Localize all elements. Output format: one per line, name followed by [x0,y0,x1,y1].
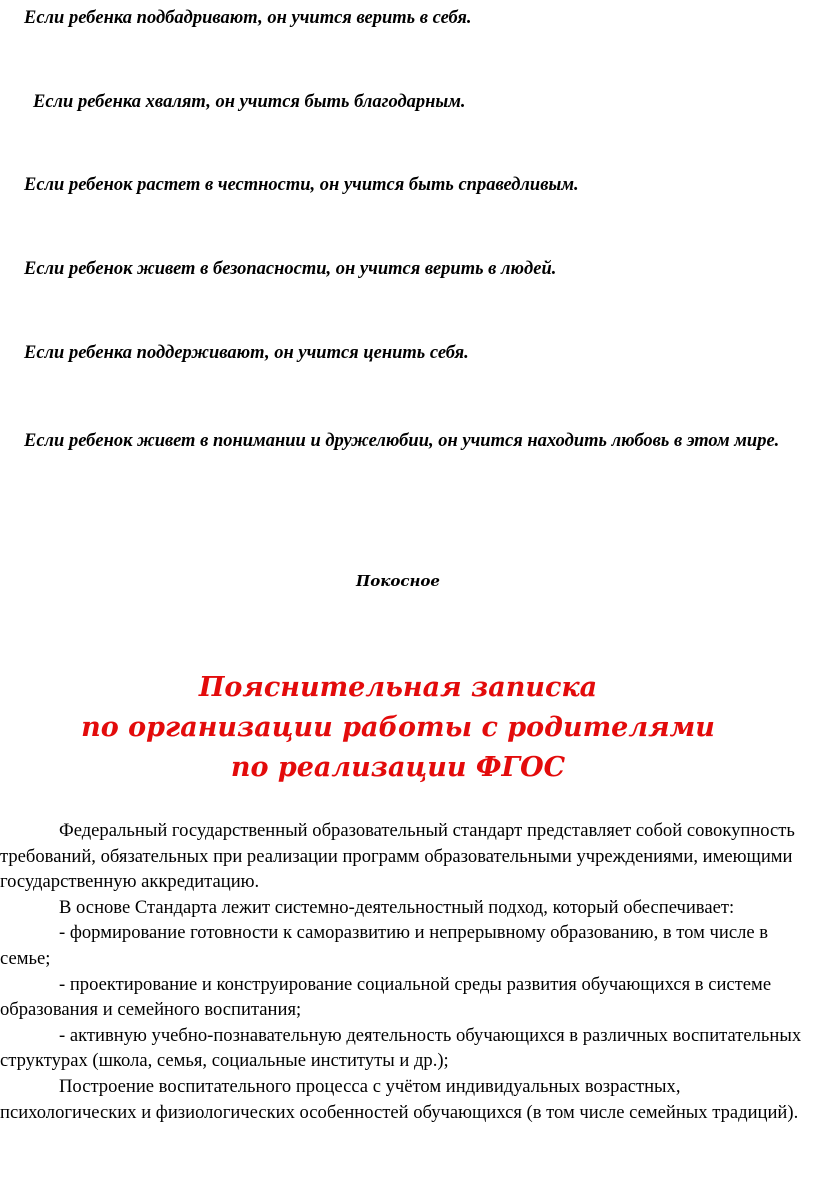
quote-understanding: Если ребенок живет в понимании и дружелюбии, он учится находить любовь в этом мире. [24,431,780,451]
paragraph-process: Построение воспитательного процесса с учётом индивидуальных возрастных, психологических и физиологических особенностей обучающихся (в том числе семейных традиций). [0,1075,799,1123]
paragraph-standard: Федеральный государственный образовательный стандарт представляет собой совокупность требований, обязательных при реализации программ образовательными учреждениями, имеющими государственную аккредитацию. [0,820,795,893]
paragraph-approach: В основе Стандарта лежит системно-деятельностный подход, который обеспечивает: [59,896,735,918]
list-item-design: - проектирование и конструирование социальной среды развития обучающихся в системе образования и семейного воспитания; [0,973,772,1021]
body-text [0,818,816,1125]
list-item-activity: - активную учебно-познавательную деятельность обучающихся в различных воспитательных структурах (школа, семья, социальные институты и др.); [0,1024,802,1072]
list-item-readiness: - формирование готовности к саморазвитию и непрерывному образованию, в том числе в семье; [0,922,769,969]
title-line-1: Пояснительная записка [198,672,598,703]
quote-safety: Если ребенок живет в безопасности, он учится верить в людей. [24,259,557,279]
title-line-3: по реализации ФГОС [230,752,566,783]
signature-place: Покосное [356,572,440,590]
page-title [0,668,796,788]
quote-supported: Если ребенка поддерживают, он учится ценить себя. [24,343,469,363]
quote-honesty: Если ребенок растет в честности, он учится быть справедливым. [24,175,579,195]
title-line-2: по организации работы с родителями [81,712,715,743]
quote-praised: Если ребенка хвалят, он учится быть благодарным. [33,92,466,112]
quote-encouraged: Если ребенка подбадривают, он учится верить в себя. [24,8,472,28]
